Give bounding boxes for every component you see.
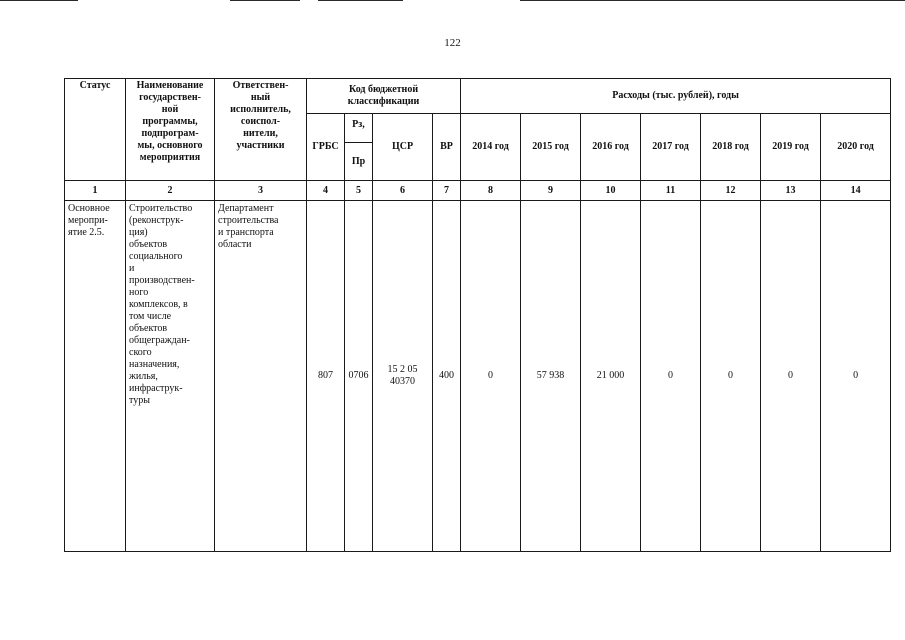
scan-edge-line [520,0,905,1]
row-csr: 15 2 05 40370 [373,201,433,552]
header-budget-code-group: Код бюджетной классификации [307,79,461,114]
header-pr: Пр [345,143,373,181]
header-grbs: ГРБС [307,114,345,181]
row-rz-pr: 0706 [345,201,373,552]
header-executor: Ответствен- ный исполнитель, соиспол- нители, участники [215,79,307,181]
column-number: 5 [345,181,373,201]
column-number: 1 [65,181,126,201]
column-number: 8 [461,181,521,201]
header-year-2016: 2016 год [581,114,641,181]
row-value-2016: 21 000 [581,201,641,552]
header-status: Статус [65,79,126,181]
header-year-2014: 2014 год [461,114,521,181]
column-number: 13 [761,181,821,201]
row-grbs: 807 [307,201,345,552]
row-value-2020: 0 [821,201,891,552]
column-number: 11 [641,181,701,201]
column-number: 14 [821,181,891,201]
row-vr: 400 [433,201,461,552]
header-year-2015: 2015 год [521,114,581,181]
row-value-2015: 57 938 [521,201,581,552]
row-value-2018: 0 [701,201,761,552]
column-number: 6 [373,181,433,201]
column-number: 7 [433,181,461,201]
row-value-2019: 0 [761,201,821,552]
header-expenses-group: Расходы (тыс. рублей), годы [461,79,891,114]
column-number: 10 [581,181,641,201]
row-executor: Департамент строительства и транспорта области [215,201,307,552]
header-year-2017: 2017 год [641,114,701,181]
row-value-2014: 0 [461,201,521,552]
row-program-name: Строительство (реконструк- ция) объектов социального и производствен- ного комплексов, в том числе объектов общеграждан- ского назначения, жилья, инфраструк- туры [126,201,215,552]
header-rz: Рз, [345,114,373,143]
column-number: 2 [126,181,215,201]
table-row [65,201,891,552]
header-program-name: Наименование государствен- ной программы, подпрограм- мы, основного мероприятия [126,79,215,181]
header-year-2018: 2018 год [701,114,761,181]
row-status: Основное меропри- ятие 2.5. [65,201,126,552]
header-year-2019: 2019 год [761,114,821,181]
column-number: 12 [701,181,761,201]
column-number: 9 [521,181,581,201]
scan-edge-line [0,0,78,1]
column-number: 4 [307,181,345,201]
column-number: 3 [215,181,307,201]
row-value-2017: 0 [641,201,701,552]
budget-table [64,78,891,552]
scan-edge-line [230,0,300,1]
header-vr: ВР [433,114,461,181]
header-year-2020: 2020 год [821,114,891,181]
scan-edge-line [318,0,403,1]
page-number: 122 [444,37,461,49]
header-csr: ЦСР [373,114,433,181]
